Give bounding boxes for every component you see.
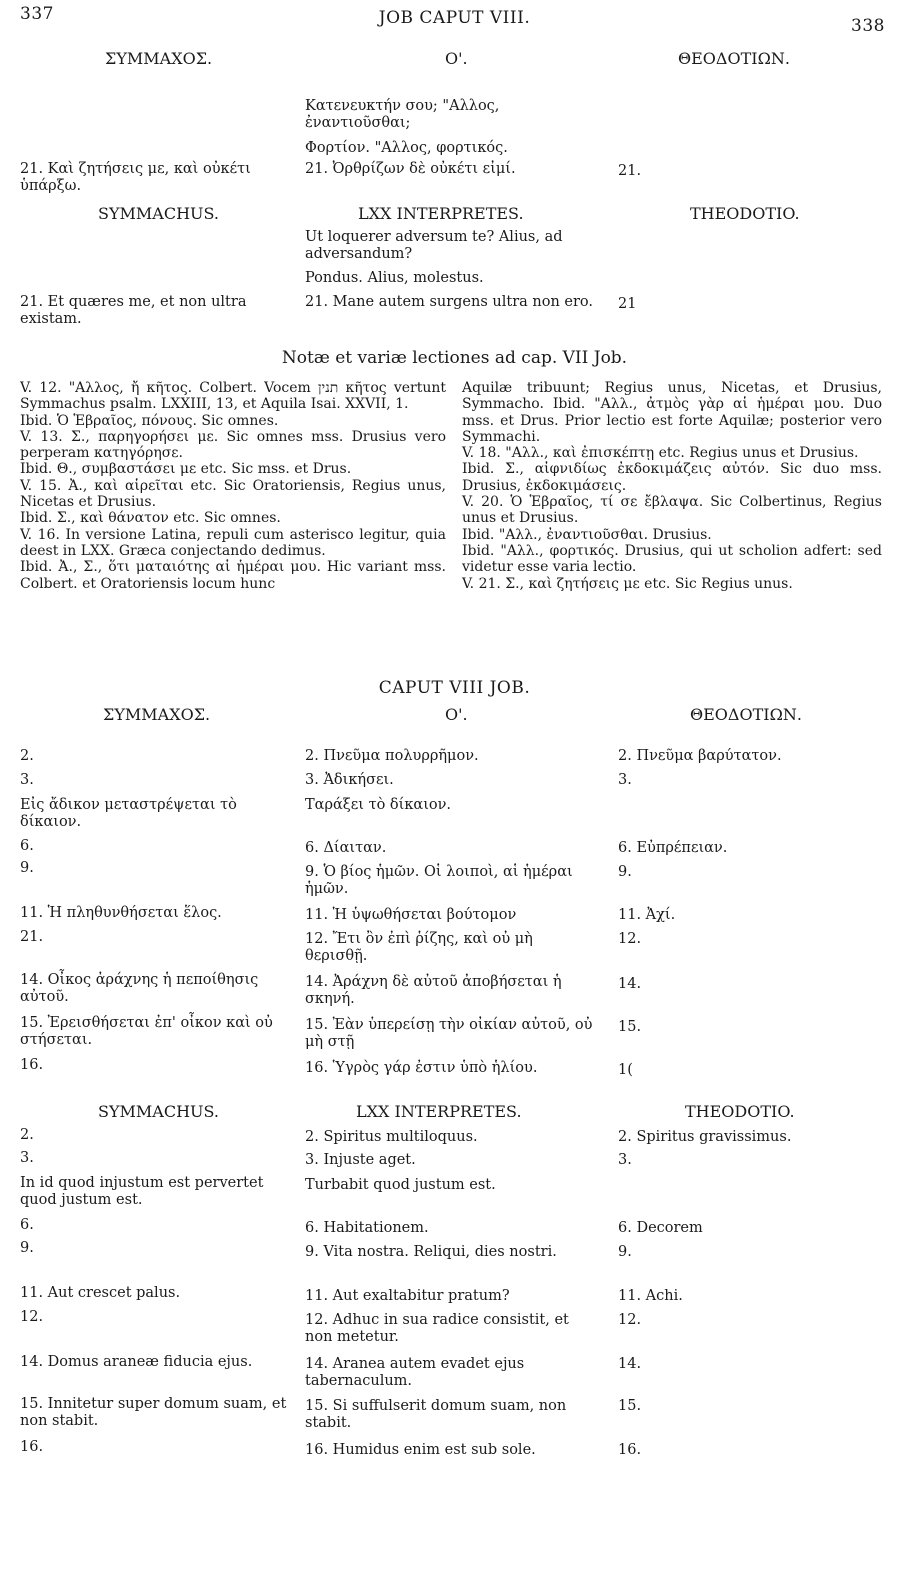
ch8-g-theo-16: 1( <box>618 1062 633 1078</box>
note-right-1: Aquilæ tribuunt; Regius unus, Nicetas, et Drusius, Symmacho. Ibid. "Αλλ., ἀτμὸς γὰρ αἱ ἡμέραι μου. Duo mss. et Drus. Prior lectio est forte Aquilæ; posterior vero Symmachi. <box>462 380 882 445</box>
ch8-g-theo-15: 15. <box>618 1019 642 1035</box>
note-left-4: Ibid. Θ., συμβαστάσει με etc. Sic mss. et Drus. <box>20 461 352 478</box>
ch8-g-theo-11: 11. Ἀχί. <box>618 907 676 923</box>
ch8-g-theo-12: 12. <box>618 931 642 947</box>
ch8-g-lxx-6: 6. Δίαιταν. <box>305 840 387 856</box>
ch8-l-lxx-12: 12. Adhuc in sua radice consistit, et non metetur. <box>305 1312 569 1345</box>
ch8-g-theo-2: 2. Πνεῦμα βαρύτατον. <box>618 748 782 764</box>
ch8-l-sym-3b: In id quod injustum est pervertet quod justum est. <box>20 1175 264 1208</box>
ch8-g-lxx-3b: Ταράξει τὸ δίκαιον. <box>305 797 452 813</box>
ch8-g-theo-14: 14. <box>618 976 642 992</box>
ch8-g-lxx-16: 16. Ὑγρὸς γάρ ἐστιν ὑπὸ ἡλίου. <box>305 1060 538 1076</box>
head-theodotio-latin: THEODOTIO. <box>690 204 800 223</box>
lxx-greek-variant-2: Φορτίον. "Αλλος, φορτικός. <box>305 140 508 156</box>
head-lxx-latin: LXX INTERPRETES. <box>358 204 524 223</box>
ch8-l-sym-9: 9. <box>20 1240 34 1256</box>
ch8-l-lxx-11: 11. Aut exaltabitur pratum? <box>305 1288 510 1304</box>
ch8-head-symmachus-greek: ΣΥΜΜΑΧΟΣ. <box>103 705 211 724</box>
lxx-latin-variant-2: Pondus. Alius, molestus. <box>305 270 484 286</box>
ch8-g-lxx-9: 9. Ὁ βίος ἡμῶν. Οἱ λοιποὶ, αἱ ἡμέραι ἡμῶν. <box>305 864 573 897</box>
note-right-6: Ibid. "Αλλ., φορτικός. Drusius, qui ut scholion adfert: sed videtur esse varia lectio. <box>462 542 882 576</box>
ch8-g-lxx-11: 11. Ἡ ὑψωθήσεται βούτομον <box>305 907 517 923</box>
ch8-l-theo-6: 6. Decorem <box>618 1220 703 1236</box>
ch8-l-lxx-3: 3. Injuste aget. <box>305 1152 416 1168</box>
ch8-l-sym-15: 15. Innitetur super domum suam, et non stabit. <box>20 1396 287 1429</box>
ch8-g-sym-3b: Εἰς ἄδικον μεταστρέψεται τὸ δίκαιον. <box>20 797 237 830</box>
note-right-4: V. 20. Ὁ Ἑβραῖος, τί σε ἔβλαψα. Sic Colbertinus, Regius unus et Drusius. <box>462 494 882 527</box>
theodotion-greek-v21: 21. <box>618 163 642 179</box>
head-symmachus-latin: SYMMACHUS. <box>98 204 219 223</box>
ch8-l-theo-2: 2. Spiritus gravissimus. <box>618 1129 792 1145</box>
ch8-head-lxx-greek: O'. <box>445 705 468 724</box>
ch8-head-theodotion-greek: ΘΕΟΔΟΤΙΩΝ. <box>690 705 802 724</box>
notes-right-column <box>462 380 882 592</box>
running-title: JOB CAPUT VIII. <box>378 8 531 28</box>
page-number-left: 337 <box>20 4 54 24</box>
ch8-g-theo-9: 9. <box>618 864 632 880</box>
lxx-latin-variant-1: Ut loquerer adversum te? Alius, ad adversandum? <box>305 229 563 262</box>
ch8-l-theo-16: 16. <box>618 1442 642 1458</box>
note-right-3: Ibid. Σ., αἰφνιδίως ἐκδοκιμάζεις αὐτόν. Sic duo mss. Drusius, ἐκδοκιμάσεις. <box>462 461 882 494</box>
ch8-l-theo-9: 9. <box>618 1244 632 1260</box>
ch8-l-theo-12: 12. <box>618 1312 642 1328</box>
notes-title: Notæ et variæ lectiones ad cap. VII Job. <box>281 348 628 368</box>
note-left-8: Ibid. Ἀ., Σ., ὅτι ματαιότης αἱ ἡμέραι μου. Hic variant mss. Colbert. et Oratoriensis locum hunc <box>20 559 446 592</box>
note-right-7: V. 21. Σ., καὶ ζητήσεις με etc. Sic Regius unus. <box>462 575 793 592</box>
lxx-greek-v21: 21. Ὀρθρίζων δὲ οὐκέτι εἰμί. <box>305 161 516 177</box>
head-symmachus-greek: ΣΥΜΜΑΧΟΣ. <box>105 49 213 68</box>
ch8-g-lxx-15: 15. Ἐὰν ὑπερείσῃ τὴν οἰκίαν αὐτοῦ, οὐ μὴ στῇ <box>305 1017 593 1050</box>
note-left-6: Ibid. Σ., καὶ θάνατον etc. Sic omnes. <box>20 510 281 527</box>
symmachus-latin-v21: 21. Et quæres me, et non ultra existam. <box>20 294 247 327</box>
ch8-g-lxx-3: 3. Ἀδικήσει. <box>305 772 394 788</box>
ch8-g-theo-3: 3. <box>618 772 632 788</box>
ch8-head-lxx-latin: LXX INTERPRETES. <box>356 1102 522 1121</box>
head-lxx-greek: O'. <box>445 49 468 68</box>
ch8-g-sym-15: 15. Ἐρεισθήσεται ἐπ' οἶκον καὶ οὐ στήσεται. <box>20 1015 273 1048</box>
note-left-5: V. 15. Ἀ., καὶ αἱρεῖται etc. Sic Oratoriensis, Regius unus, Nicetas et Drusius. <box>20 477 446 511</box>
note-left-2: Ibid. Ὁ Ἑβραῖος, πόνους. Sic omnes. <box>20 412 279 429</box>
ch8-g-theo-6: 6. Εὐπρέπειαν. <box>618 840 728 856</box>
note-left-3: V. 13. Σ., παρηγορήσει με. Sic omnes mss. Drusius vero perperam κατηγόρησε. <box>20 428 446 462</box>
ch8-l-sym-14: 14. Domus araneæ fiducia ejus. <box>20 1354 253 1370</box>
note-right-5: Ibid. "Αλλ., ἐναντιοῦσθαι. Drusius. <box>462 526 712 543</box>
ch8-g-sym-16: 16. <box>20 1057 44 1073</box>
ch8-g-sym-11: 11. Ἡ πληθυνθήσεται ἕλος. <box>20 905 222 921</box>
ch8-l-sym-2: 2. <box>20 1127 34 1143</box>
ch8-g-sym-12: 21. <box>20 929 44 945</box>
head-theodotion-greek: ΘΕΟΔΟΤΙΩΝ. <box>678 49 790 68</box>
ch8-l-lxx-16: 16. Humidus enim est sub sole. <box>305 1442 536 1458</box>
lxx-latin-v21: 21. Mane autem surgens ultra non ero. <box>305 294 594 310</box>
symmachus-greek-v21: 21. Καὶ ζητήσεις με, καὶ οὐκέτι ὑπάρξω. <box>20 161 251 194</box>
ch8-g-lxx-12: 12. Ἔτι ὂν ἐπὶ ῥίζης, καὶ οὐ μὴ θερισθῇ. <box>305 931 533 964</box>
ch8-l-sym-3: 3. <box>20 1150 34 1166</box>
page-number-right: 338 <box>851 16 885 36</box>
ch8-l-theo-14: 14. <box>618 1356 642 1372</box>
note-left-7: V. 16. In versione Latina, repuli cum asterisco legitur, quia deest in LXX. Græca conjectando dedimus. <box>20 526 446 559</box>
note-left-1: V. 12. "Αλλος, ἤ κῆτος. Colbert. Vocem תנין κῆτος vertunt Symmachus psalm. LXXIII, 13, et Aquila Isai. XXVII, 1. <box>20 380 446 413</box>
chapter-title: CAPUT VIII JOB. <box>378 678 531 698</box>
ch8-l-lxx-15: 15. Si suffulserit domum suam, non stabit. <box>305 1398 567 1431</box>
note-right-2: V. 18. "Αλλ., καὶ ἐπισκέπτῃ etc. Regius unus et Drusius. <box>462 445 859 462</box>
ch8-l-lxx-14: 14. Aranea autem evadet ejus tabernaculum. <box>305 1356 525 1389</box>
ch8-l-lxx-9: 9. Vita nostra. Reliqui, dies nostri. <box>305 1244 557 1260</box>
ch8-l-theo-11: 11. Achi. <box>618 1288 683 1304</box>
ch8-head-symmachus-latin: SYMMACHUS. <box>98 1102 219 1121</box>
lxx-greek-variant-1: Κατενευκτήν σου; "Αλλος, ἐναντιοῦσθαι; <box>305 98 500 131</box>
ch8-g-sym-9: 9. <box>20 860 34 876</box>
ch8-l-sym-16: 16. <box>20 1439 44 1455</box>
ch8-g-lxx-2: 2. Πνεῦμα πολυρρῆμον. <box>305 748 479 764</box>
ch8-g-lxx-14: 14. Ἀράχνη δὲ αὐτοῦ ἀποβήσεται ἡ σκηνή. <box>305 974 562 1007</box>
ch8-g-sym-2: 2. <box>20 748 34 764</box>
notes-left-column <box>20 380 446 592</box>
ch8-l-lxx-3b: Turbabit quod justum est. <box>305 1177 496 1193</box>
ch8-head-theodotio-latin: THEODOTIO. <box>685 1102 795 1121</box>
theodotio-latin-v21: 21 <box>618 296 637 312</box>
ch8-g-sym-6: 6. <box>20 838 34 854</box>
ch8-g-sym-3: 3. <box>20 772 34 788</box>
ch8-l-sym-6: 6. <box>20 1217 34 1233</box>
ch8-l-lxx-2: 2. Spiritus multiloquus. <box>305 1129 478 1145</box>
ch8-l-sym-11: 11. Aut crescet palus. <box>20 1285 181 1301</box>
ch8-l-sym-12: 12. <box>20 1309 44 1325</box>
ch8-l-theo-3: 3. <box>618 1152 632 1168</box>
ch8-l-lxx-6: 6. Habitationem. <box>305 1220 429 1236</box>
ch8-g-sym-14: 14. Οἶκος ἀράχνης ἡ πεποίθησις αὐτοῦ. <box>20 972 259 1005</box>
ch8-l-theo-15: 15. <box>618 1398 642 1414</box>
